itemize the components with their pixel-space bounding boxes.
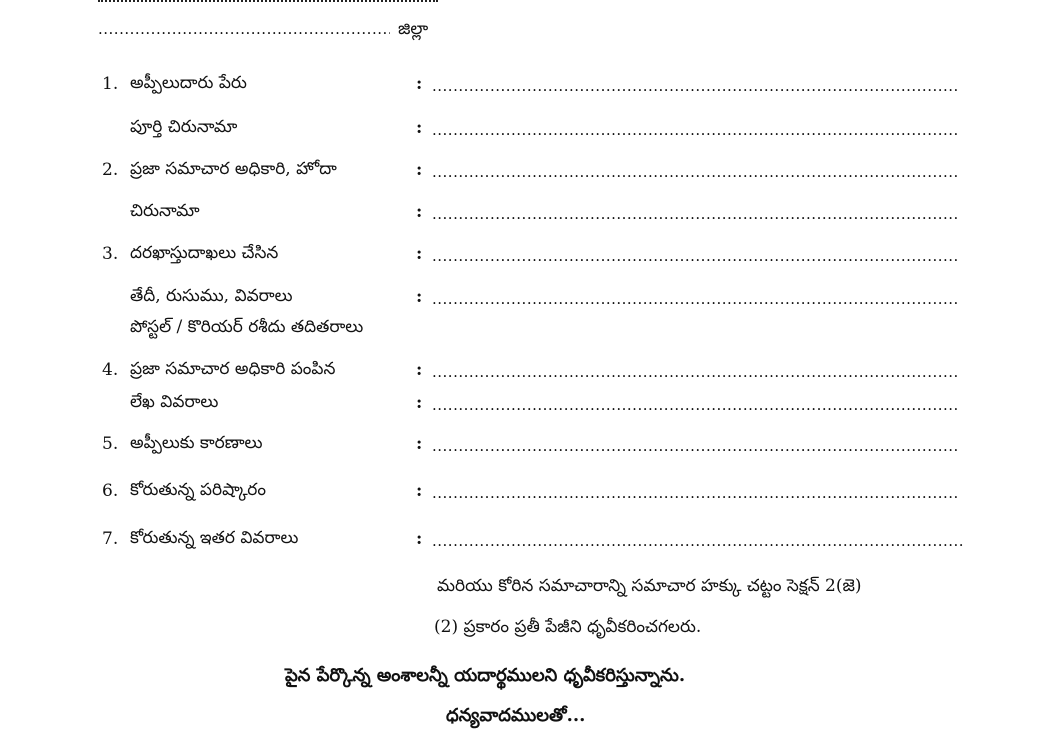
application-filed-field[interactable] [432,249,960,264]
item-label-appellant-name: అప్పీలుదారు పేరు [130,73,247,93]
item-label-full-address: పూర్తి చిరునామా [130,117,238,137]
item-number: 2. [102,160,119,180]
relief-sought-field[interactable] [432,486,960,501]
item-number: 4. [102,360,119,380]
item-colon: : [416,244,423,264]
thanks: ధన్యవాదములతో... [446,705,586,726]
other-details-field[interactable] [432,534,964,549]
district-dotted-field[interactable] [98,22,390,37]
item-label-pio-sent: ప్రజా సమాచార అధికారి పంపిన [130,359,336,379]
item-colon: : [416,481,423,501]
full-address-field[interactable] [432,123,960,138]
pio-address-field[interactable] [432,207,960,222]
date-fee-details-field[interactable] [432,292,960,307]
note-line-1: మరియు కోరిన సమాచారాన్ని సమాచార హక్కు చట్టం సెక్షన్ 2(జె) [437,576,862,596]
top-dotted-line [98,0,438,5]
item-colon: : [416,434,423,454]
declaration: పైన పేర్కొన్న అంశాలన్నీ యదార్థములని ధృవీకరిస్తున్నాను. [285,665,686,686]
pio-designation-field[interactable] [432,165,960,180]
item-number: 7. [102,529,119,549]
item-colon: : [416,360,423,380]
item-colon: : [416,74,423,94]
item-number: 5. [102,434,119,454]
item-label-letter-details: లేఖ వివరాలు [130,392,219,412]
item-label-other-details: కోరుతున్న ఇతర వివరాలు [130,528,299,548]
item-colon: : [416,287,423,307]
item-label-postal-receipt: పోస్టల్ / కొరియర్ రశీదు తదితరాలు [130,317,364,337]
item-label-application-filed: దరఖాస్తుదాఖలు చేసిన [130,243,279,263]
appeal-reasons-field[interactable] [432,439,960,454]
item-colon: : [416,202,423,222]
item-number: 1. [102,74,119,94]
pio-sent-field[interactable] [432,365,960,380]
appellant-name-field[interactable] [432,79,960,94]
note-line-2: (2) ప్రకారం ప్రతీ పేజీని ధృవీకరించగలరు. [434,617,702,637]
item-colon: : [416,160,423,180]
item-label-address: చిరునామా [130,201,200,221]
item-colon: : [416,118,423,138]
district-label: జిల్లా [398,19,429,39]
item-label-relief-sought: కోరుతున్న పరిష్కారం [130,480,266,500]
item-colon: : [416,529,423,549]
item-colon: : [416,393,423,413]
item-number: 3. [102,244,119,264]
letter-details-field[interactable] [432,398,960,413]
item-label-pio-designation: ప్రజా సమాచార అధికారి, హోదా [130,159,337,179]
item-label-date-fee-details: తేదీ, రుసుము, వివరాలు [130,286,293,306]
item-number: 6. [102,481,119,501]
item-label-appeal-reasons: అప్పీలుకు కారణాలు [130,433,263,453]
